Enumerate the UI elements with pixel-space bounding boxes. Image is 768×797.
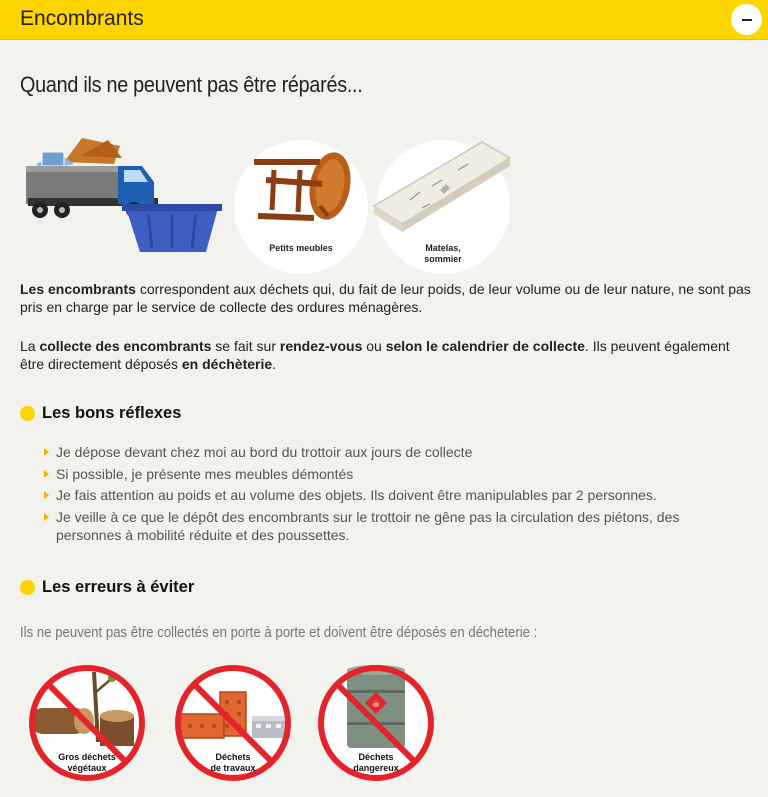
list-item-text: Je fais attention au poids et au volume des objets. Ils doivent être manipulables par 2 personnes. (56, 487, 657, 503)
intro2-h: en déchèterie (181, 356, 273, 372)
intro2-e: ou (362, 338, 386, 354)
intro2-b: collecte des encombrants (39, 338, 212, 354)
intro-paragraph-2 (20, 337, 755, 373)
mattress-label (398, 243, 488, 265)
ban-hazardous-waste (315, 662, 437, 784)
mattress-label-line2: sommier (424, 254, 462, 264)
list-item (44, 508, 724, 544)
stool-icon (244, 140, 364, 240)
list-item-text: Je veille à ce que le dépôt des encombrants sur le trottoir ne gêne pas la circulation des piétons, des personnes à mobilité réduite et des poussettes. (56, 508, 680, 543)
good-habits-heading (20, 404, 181, 423)
ban-label-line1: Déchets (358, 752, 394, 762)
minus-icon (740, 13, 754, 27)
ban-green-waste (26, 662, 148, 784)
good-habits-title: Les bons réflexes (42, 404, 182, 422)
intro-text: correspondent aux déchets qui, du fait de leur poids, de leur volume ou de leur nature, ne sont pas pris en charge par le service de collecte des ordures ménagères. (20, 281, 751, 315)
yellow-dot-icon (20, 406, 35, 421)
intro-paragraph-1 (20, 280, 755, 316)
mattress-label-line1: Matelas, (425, 243, 461, 253)
truck-illustration (22, 134, 222, 254)
ban-label-line1: Déchets (215, 752, 251, 762)
ban-label (172, 752, 294, 774)
triangle-bullet-icon (44, 491, 49, 499)
list-item (44, 443, 724, 461)
ban-label-line2: dangereux (353, 763, 399, 773)
ban-label-line1: Gros déchets (58, 752, 116, 762)
yellow-dot-icon (20, 580, 35, 595)
svg-text:☠: ☠ (371, 700, 381, 710)
intro2-d: rendez-vous (279, 338, 363, 354)
ban-label-line2: de travaux (210, 763, 256, 773)
triangle-bullet-icon (44, 513, 49, 521)
list-item-text: Si possible, je présente mes meubles démontés (56, 465, 354, 482)
intro2-f: selon le calendrier de collecte (385, 338, 585, 354)
list-item (44, 465, 724, 483)
intro-strong: Les encombrants (20, 281, 136, 297)
ban-label-line2: végétaux (67, 763, 107, 773)
intro2-c: se fait sur (211, 338, 280, 354)
errors-intro: Ils ne peuvent pas être collectés en porte à porte et doivent être déposés en décheterie : (20, 624, 538, 641)
section-title: Encombrants (20, 7, 144, 30)
list-item (44, 486, 724, 504)
intro2-a: La (20, 338, 40, 354)
errors-title: Les erreurs à éviter (42, 578, 195, 596)
list-item-text: Je dépose devant chez moi au bord du trottoir aux jours de collecte (56, 444, 473, 460)
page-subtitle: Quand ils ne peuvent pas être réparés... (20, 72, 363, 97)
section-header[interactable] (0, 0, 768, 40)
ban-construction-waste (172, 662, 294, 784)
triangle-bullet-icon (44, 470, 49, 478)
mattress-icon (370, 140, 515, 235)
errors-heading (20, 578, 194, 597)
furniture-label: Petits meubles (269, 243, 333, 253)
collapse-button[interactable] (731, 4, 762, 35)
intro2-g: . Ils peuvent également être directement déposés (20, 338, 730, 372)
good-habits-list (44, 443, 724, 547)
ban-label (26, 752, 148, 774)
ban-label (315, 752, 437, 774)
intro2-i: . (272, 356, 277, 372)
triangle-bullet-icon (44, 448, 49, 456)
